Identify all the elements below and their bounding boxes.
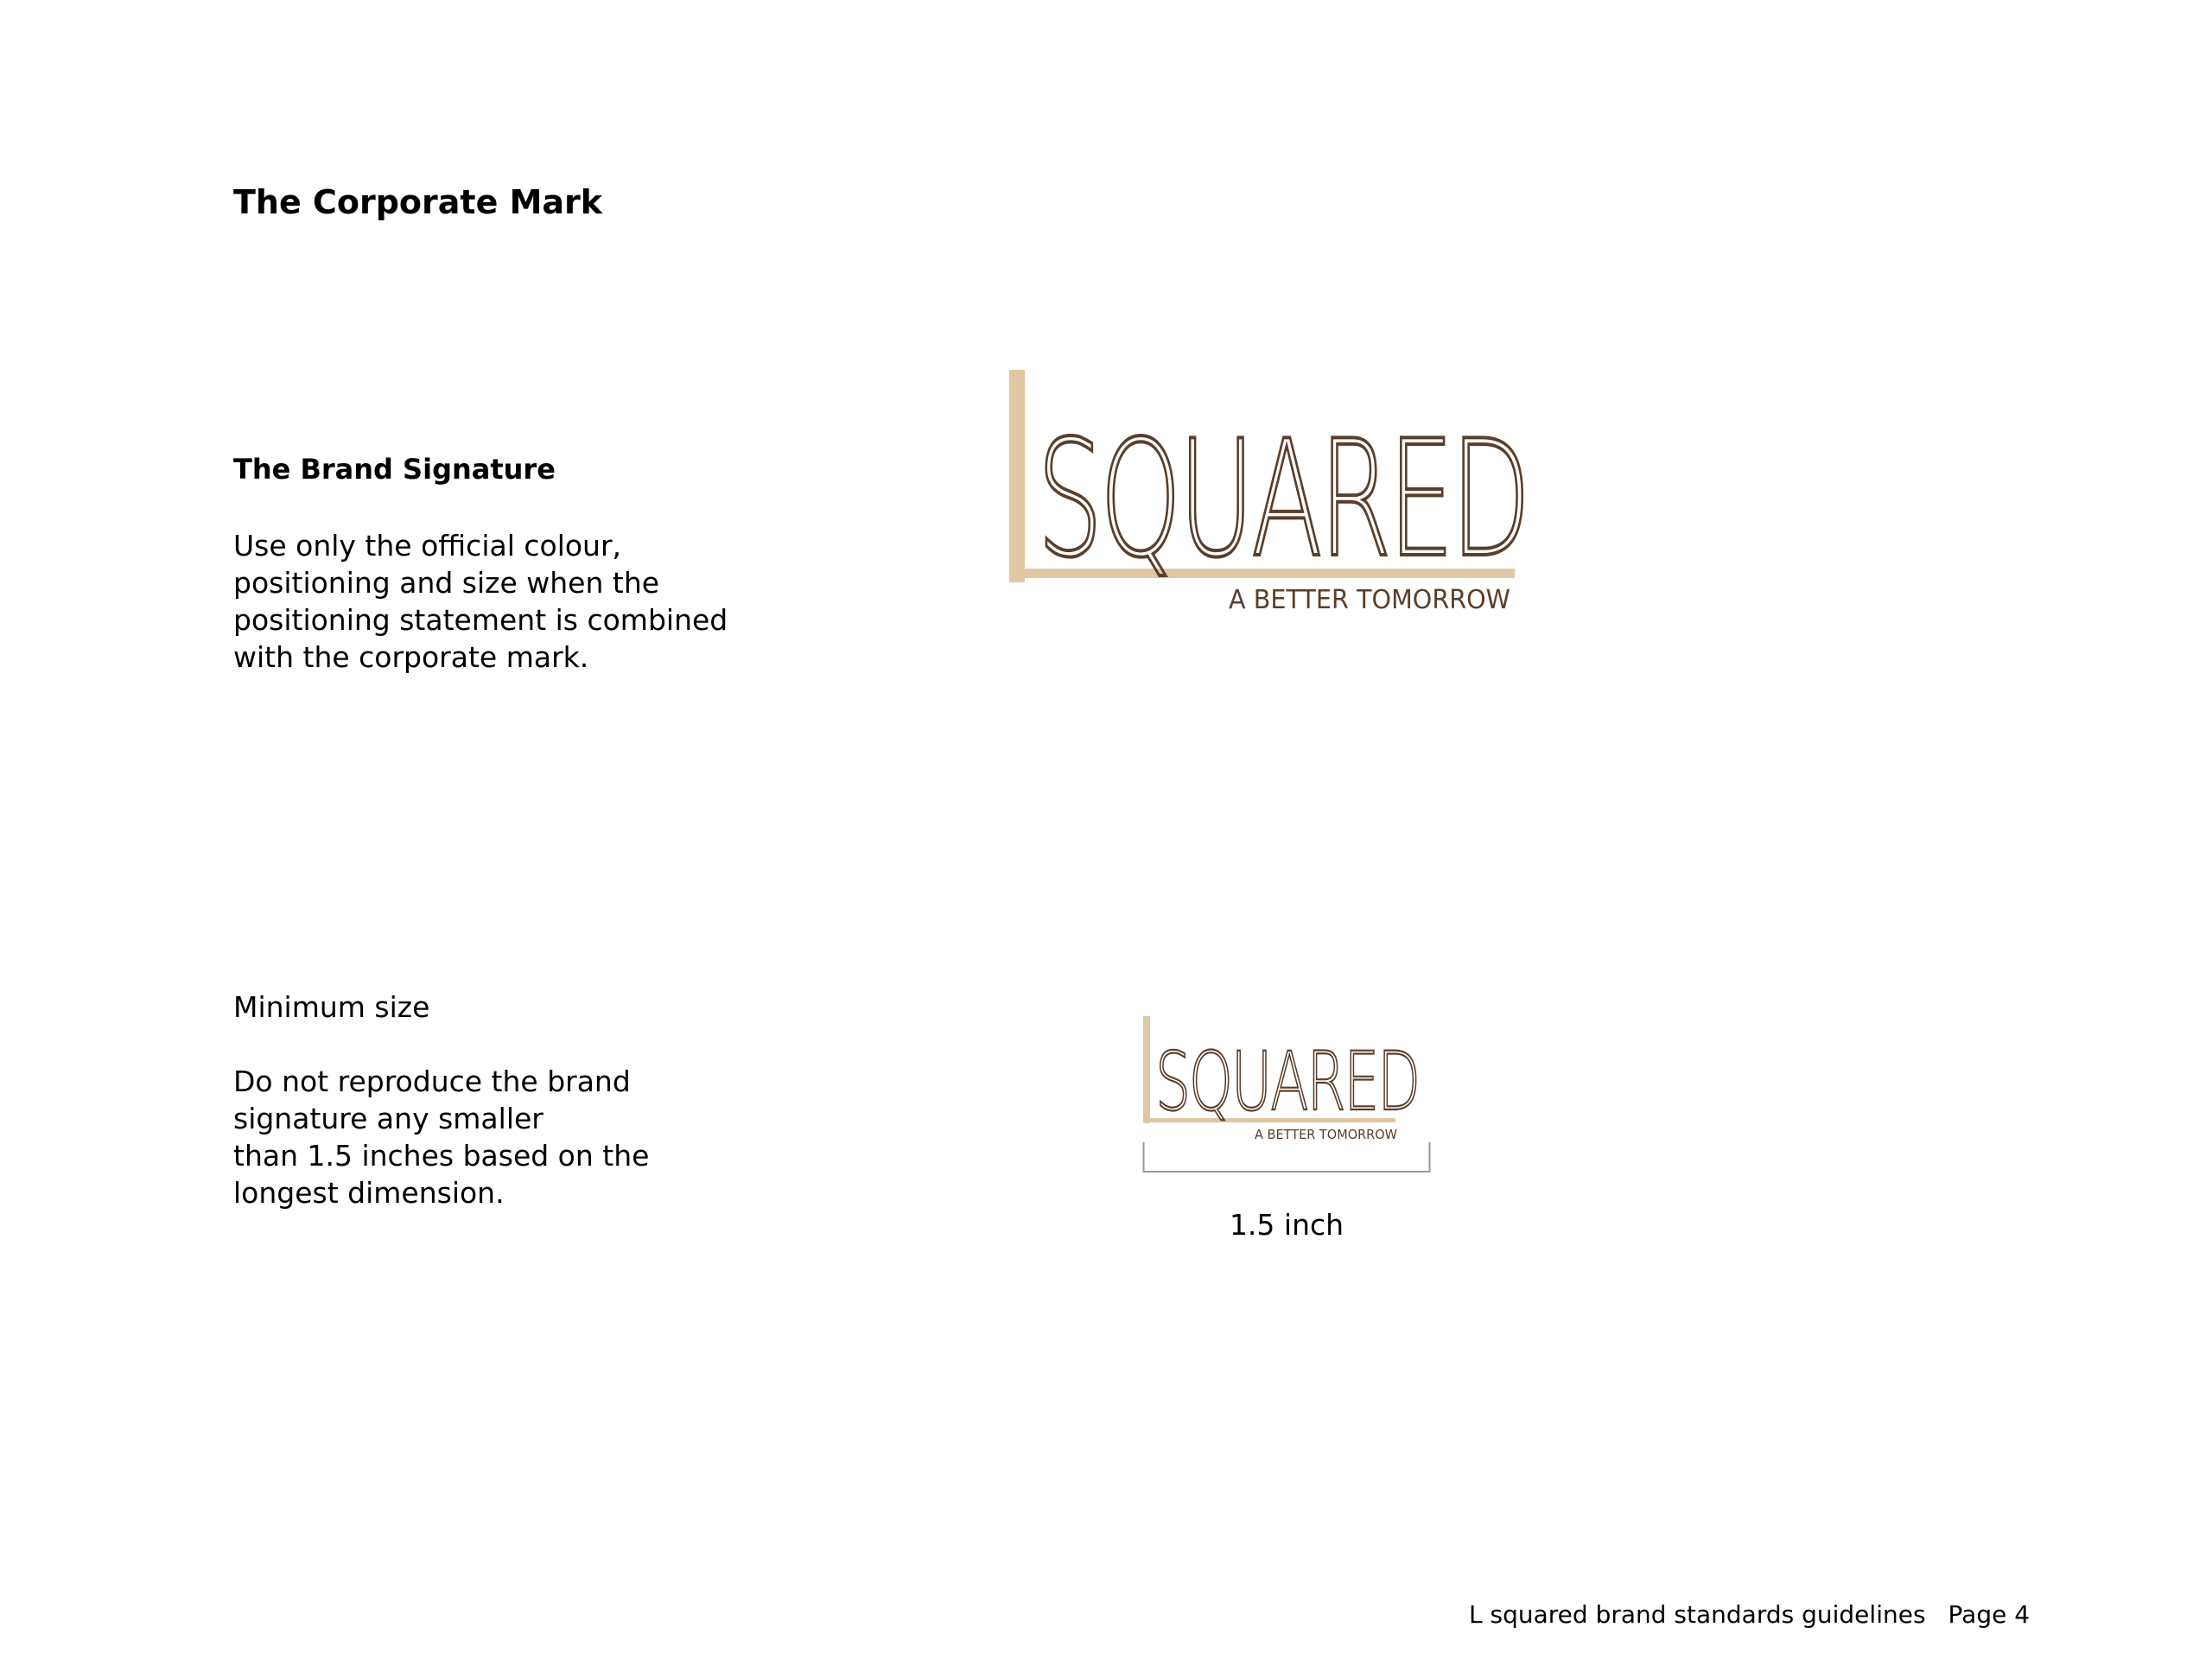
minimum-size-description (233, 1063, 649, 1211)
logo-tagline: A BETTER TOMORROW (1229, 585, 1510, 615)
minimum-size-line: than 1.5 inches based on the (233, 1139, 650, 1173)
logo-l-vertical-bar (1143, 1016, 1150, 1123)
page-footer (1469, 1600, 2030, 1629)
minimum-size-line: Do not reproduce the brand (233, 1065, 631, 1098)
brand-signature-heading: The Brand Signature (233, 453, 556, 486)
brand-signature-line: with the corporate mark. (233, 640, 589, 674)
logo-wordmark: SQUARED (1037, 405, 1528, 593)
brand-logo-minimum (1141, 1013, 1434, 1142)
brand-signature-line: positioning statement is combined (233, 603, 728, 637)
brand-signature-description (233, 527, 728, 676)
dimension-bracket (1142, 1141, 1431, 1175)
footer-page-number: Page 4 (1948, 1600, 2031, 1629)
minimum-size-line: signature any smaller (233, 1102, 543, 1135)
brand-logo-large (1002, 366, 1573, 617)
minimum-size-line: longest dimension. (233, 1176, 505, 1210)
page-title: The Corporate Mark (233, 183, 603, 221)
minimum-size-heading: Minimum size (233, 990, 430, 1024)
logo-l-vertical-bar (1009, 370, 1025, 582)
brand-signature-line: positioning and size when the (233, 566, 660, 600)
logo-tagline: A BETTER TOMORROW (1255, 1127, 1398, 1142)
brand-signature-line: Use only the official colour, (233, 529, 622, 563)
footer-document-title: L squared brand standards guidelines (1469, 1600, 1926, 1629)
logo-wordmark: SQUARED (1155, 1035, 1419, 1129)
dimension-label: 1.5 inch (1229, 1208, 1344, 1242)
